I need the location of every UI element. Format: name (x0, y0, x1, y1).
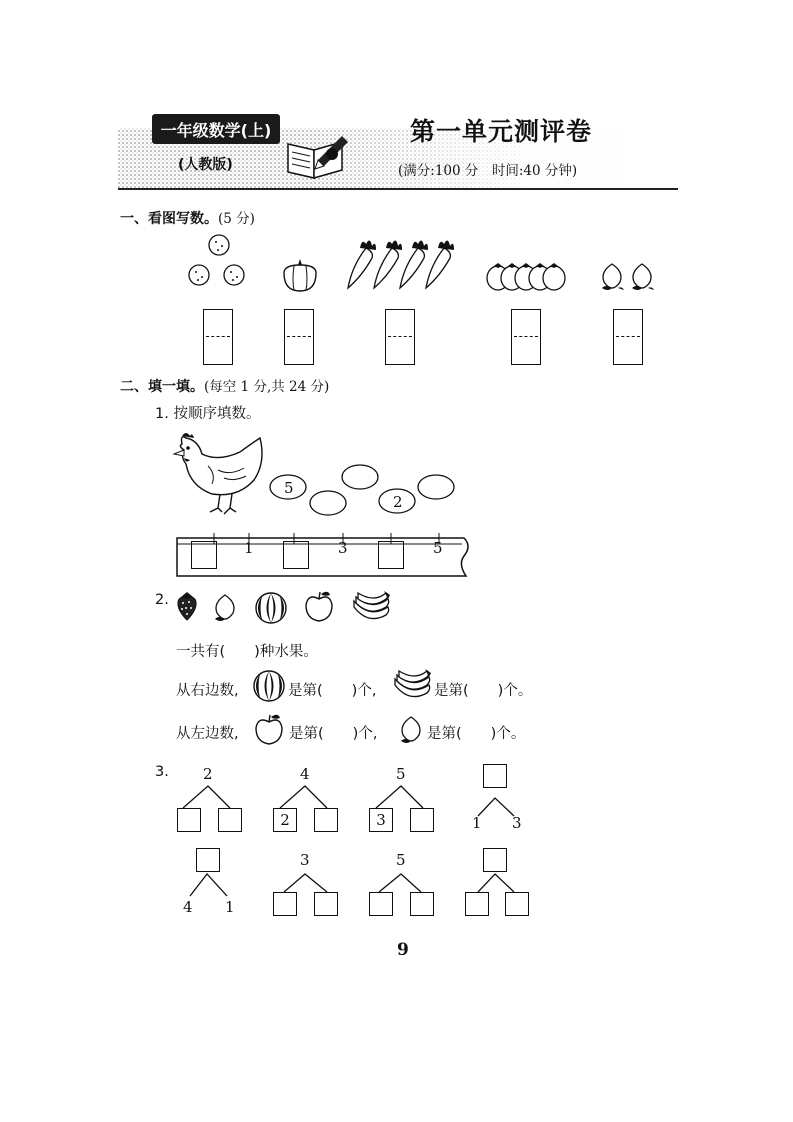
q2-line2-prefix: 从右边数, (176, 683, 239, 699)
answer-box[interactable] (203, 309, 233, 365)
ruler-answer-box[interactable] (283, 541, 309, 569)
peach-icon (598, 260, 662, 294)
split-right-box[interactable] (410, 892, 434, 916)
q3-label: 3. (155, 764, 169, 780)
split-top-box[interactable] (483, 764, 507, 788)
section1-title: 一、看图写数。 (120, 211, 218, 227)
split-left-box[interactable] (465, 892, 489, 916)
split-right-number: 3 (512, 814, 522, 832)
q2-line3-suffix: 是第( )个。 (427, 726, 526, 742)
q2-line3-prefix: 从左边数, (176, 726, 239, 742)
split-right-box[interactable] (505, 892, 529, 916)
orange-icon (182, 232, 262, 292)
watermelon-icon (254, 591, 288, 625)
peach-icon (396, 713, 426, 745)
split-left-number: 1 (472, 814, 482, 832)
ruler-number: 5 (433, 539, 443, 557)
header-rule (118, 188, 678, 190)
q2-line1: 一共有( )种水果。 (176, 644, 318, 660)
apple-icon (252, 712, 286, 746)
split-top-number: 4 (300, 765, 310, 783)
answer-box[interactable] (613, 309, 643, 365)
watermelon-icon (252, 669, 286, 703)
grade-badge: 一年级数学(上) (152, 114, 280, 144)
section1-points: (5 分) (218, 211, 255, 227)
strawberry-icon (175, 590, 199, 622)
split-left-box: 2 (273, 808, 297, 832)
q1-label: 1. 按顺序填数。 (155, 406, 261, 422)
split-top-number: 2 (203, 765, 213, 783)
egg-blank[interactable] (308, 489, 348, 517)
apple-icon (302, 589, 336, 623)
q2-line3-middle: 是第( )个, (289, 726, 378, 742)
banana-icon (393, 667, 433, 701)
ruler-answer-box[interactable] (378, 541, 404, 569)
q2-line2-suffix: 是第( )个。 (434, 683, 533, 699)
split-right-box[interactable] (314, 808, 338, 832)
split-left-box[interactable] (177, 808, 201, 832)
section1-heading (120, 207, 255, 228)
score-time-info: (满分:100 分 时间:40 分钟) (398, 163, 578, 179)
split-right-box[interactable] (410, 808, 434, 832)
split-left-number: 4 (183, 898, 193, 916)
split-right-box[interactable] (314, 892, 338, 916)
answer-box[interactable] (511, 309, 541, 365)
banana-icon (352, 589, 392, 623)
answer-box[interactable] (284, 309, 314, 365)
number-ruler (176, 530, 476, 580)
split-top-box[interactable] (483, 848, 507, 872)
split-right-number: 1 (225, 898, 235, 916)
split-left-box: 3 (369, 808, 393, 832)
pepper-icon (280, 257, 320, 297)
edition-label: (人教版) (178, 157, 233, 173)
page-number: 9 (397, 940, 409, 960)
hen-icon (168, 428, 268, 528)
split-right-box[interactable] (218, 808, 242, 832)
split-top-number: 3 (300, 851, 310, 869)
q2-label: 2. (155, 592, 169, 608)
peach-icon (210, 591, 240, 623)
egg-number: 2 (393, 493, 403, 511)
split-top-number: 5 (396, 851, 406, 869)
book-pencil-icon (284, 132, 354, 182)
ruler-answer-box[interactable] (191, 541, 217, 569)
split-top-box[interactable] (196, 848, 220, 872)
page-title: 第一单元测评卷 (410, 117, 593, 146)
egg-blank[interactable] (340, 463, 380, 491)
tomato-icon (484, 260, 574, 294)
split-left-box[interactable] (369, 892, 393, 916)
section2-heading (120, 375, 329, 396)
egg-blank[interactable] (416, 473, 456, 501)
ruler-number: 1 (244, 539, 254, 557)
ruler-number: 3 (338, 539, 348, 557)
section2-points: (每空 1 分,共 24 分) (204, 379, 330, 395)
q2-line2-middle: 是第( )个, (288, 683, 377, 699)
section2-title: 二、填一填。 (120, 379, 204, 395)
split-left-box[interactable] (273, 892, 297, 916)
answer-box[interactable] (385, 309, 415, 365)
carrot-icon (342, 236, 462, 296)
egg-number: 5 (284, 479, 294, 497)
split-top-number: 5 (396, 765, 406, 783)
